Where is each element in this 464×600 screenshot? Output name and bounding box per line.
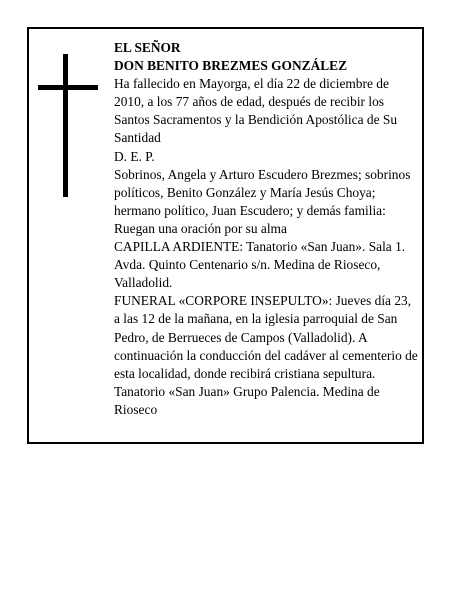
cross-vertical-bar	[63, 54, 68, 197]
cross-horizontal-bar	[38, 85, 98, 90]
notice-text-block	[114, 39, 420, 419]
chapel-details: CAPILLA ARDIENTE: Tanatorio «San Juan». Sala 1. Avda. Quinto Centenario s/n. Medina de Rioseco, Valladolid.	[114, 239, 406, 291]
death-announcement: Ha fallecido en Mayorga, el día 22 de diciembre de 2010, a los 77 años de edad, después de recibir los Santos Sacramentos y la Bendición Apostólica de Su Santidad	[114, 76, 398, 146]
family-list: Sobrinos, Angela y Arturo Escudero Brezmes; sobrinos políticos, Benito González y María Jesús Choya; hermano político, Juan Escudero; y demás familia:	[114, 166, 411, 218]
heading-title: EL SEÑOR	[114, 40, 181, 55]
rip-abbreviation: D. E. P.	[114, 148, 155, 164]
deceased-name: DON BENITO BREZMES GONZÁLEZ	[114, 58, 348, 74]
prayer-request: Ruegan una oración por su alma	[114, 220, 287, 236]
funeral-details: FUNERAL «CORPORE INSEPULTO»: Jueves día 23, a las 12 de la mañana, en la iglesia parroquial de San Pedro, de Berrueces de Campos (Valladolid). A continuación la conducción del cadáver al cementerio de esta localidad, donde recibirá cristiana sepultura.	[114, 293, 418, 381]
funeral-home: Tanatorio «San Juan» Grupo Palencia. Medina de Rioseco	[114, 383, 380, 417]
